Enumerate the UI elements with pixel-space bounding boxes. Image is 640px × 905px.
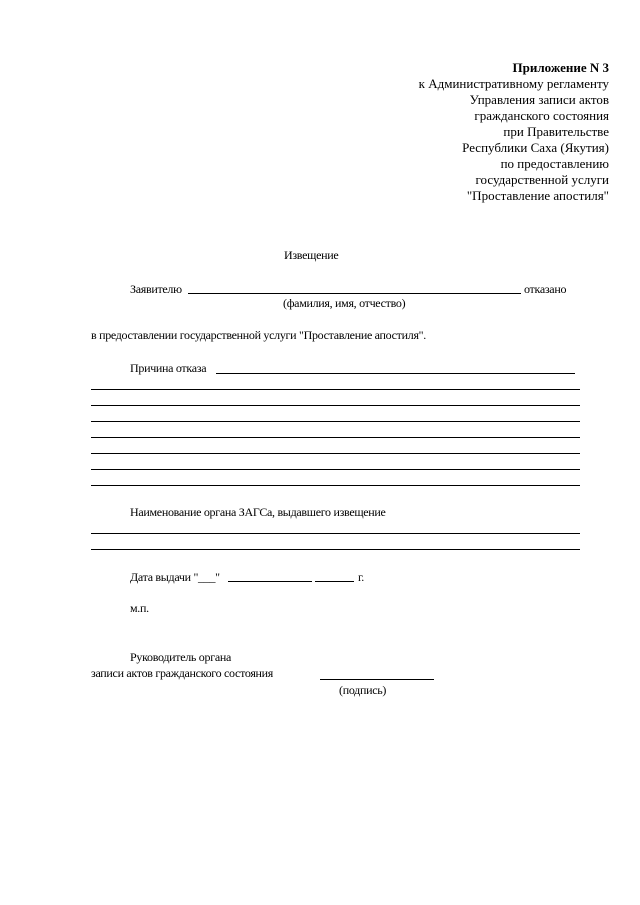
header-line: государственной услуги bbox=[475, 172, 609, 187]
head-title-line2: записи актов гражданского состояния bbox=[91, 666, 274, 680]
refused-label: отказано bbox=[524, 282, 567, 296]
name-hint: (фамилия, имя, отчество) bbox=[283, 296, 406, 310]
notice-title: Извещение bbox=[284, 248, 339, 262]
year-suffix: г. bbox=[358, 570, 364, 584]
header-line: к Административному регламенту bbox=[418, 76, 609, 91]
header-line: гражданского состояния bbox=[474, 108, 609, 123]
signature-field[interactable] bbox=[320, 679, 434, 680]
date-month-field[interactable] bbox=[228, 581, 312, 582]
date-label: Дата выдачи "___" bbox=[130, 570, 220, 584]
header-line: "Проставление апостиля" bbox=[466, 188, 609, 203]
reason-line[interactable] bbox=[91, 421, 580, 422]
header-line: Управления записи актов bbox=[469, 92, 609, 107]
zags-name-field[interactable] bbox=[91, 549, 580, 550]
reason-line[interactable] bbox=[91, 405, 580, 406]
reason-line[interactable] bbox=[91, 453, 580, 454]
header-line: при Правительстве bbox=[503, 124, 609, 139]
date-year-field[interactable] bbox=[315, 581, 354, 582]
header-line: по предоставлению bbox=[500, 156, 609, 171]
zags-name-field[interactable] bbox=[91, 533, 580, 534]
head-title-line1: Руководитель органа bbox=[130, 650, 231, 664]
service-text: в предоставлении государственной услуги "Проставление апостиля". bbox=[91, 328, 426, 342]
stamp-label: м.п. bbox=[130, 601, 149, 615]
reason-label: Причина отказа bbox=[130, 361, 207, 375]
reason-line[interactable] bbox=[91, 389, 580, 390]
appendix-title: Приложение N 3 bbox=[512, 60, 609, 75]
zags-label: Наименование органа ЗАГСа, выдавшего извещение bbox=[130, 505, 386, 519]
reason-line[interactable] bbox=[91, 469, 580, 470]
reason-line[interactable] bbox=[91, 437, 580, 438]
signature-hint: (подпись) bbox=[339, 683, 387, 697]
reason-field[interactable] bbox=[216, 373, 575, 374]
applicant-label: Заявителю bbox=[130, 282, 182, 296]
header-line: Республики Саха (Якутия) bbox=[462, 140, 609, 155]
reason-line[interactable] bbox=[91, 485, 580, 486]
applicant-name-field[interactable] bbox=[188, 293, 521, 294]
document-header bbox=[309, 60, 609, 204]
